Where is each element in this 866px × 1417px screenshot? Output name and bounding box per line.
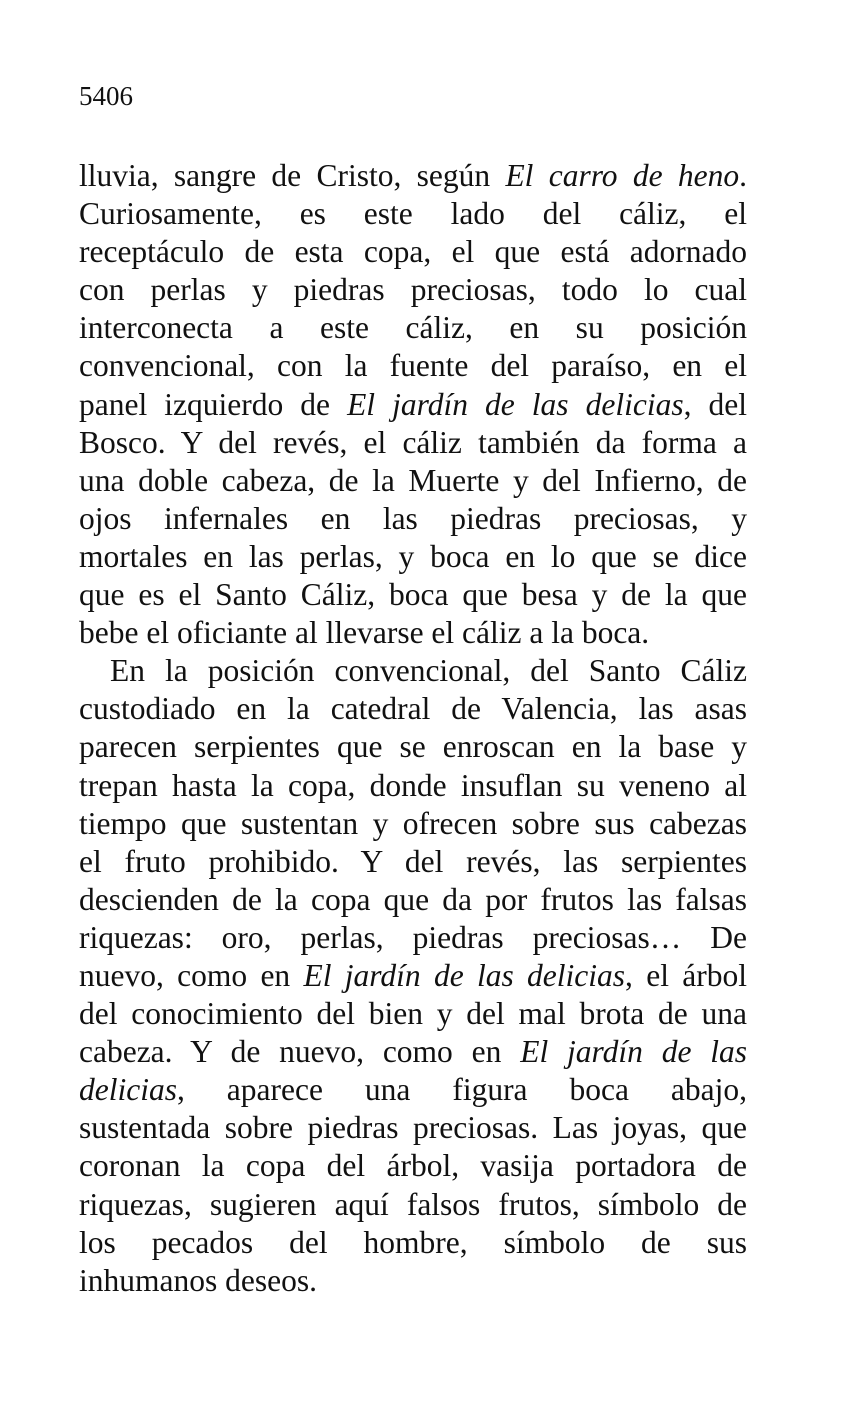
- text-line: [79, 805, 747, 843]
- text-line: [79, 767, 747, 805]
- text-run: panel izquierdo de: [79, 386, 348, 422]
- text-run: con perlas y piedras preciosas, todo lo cual: [79, 272, 747, 308]
- text-run: , el árbol: [625, 957, 747, 993]
- italic-title: delicias: [79, 1072, 177, 1108]
- body-text: [79, 157, 747, 1300]
- text-line: [79, 233, 747, 271]
- text-run: custodiado en la catedral de Valencia, las asas: [79, 691, 747, 727]
- text-line: [79, 538, 747, 576]
- text-line: [79, 843, 747, 881]
- text-run: bebe el oficiante al llevarse el cáliz a la boca.: [79, 615, 650, 651]
- paragraph-2: [79, 652, 747, 1300]
- text-line: [79, 1071, 747, 1109]
- text-run: riquezas, sugieren aquí falsos frutos, símbolo de: [79, 1186, 747, 1222]
- text-line: [79, 271, 747, 309]
- text-run: Curiosamente, es este lado del cáliz, el: [79, 196, 747, 232]
- text-run: inhumanos deseos.: [79, 1262, 317, 1298]
- text-line: [79, 500, 747, 538]
- page-number: 5406: [79, 81, 133, 111]
- paragraph-1: [79, 157, 747, 652]
- italic-title: El jardín de las delicias: [347, 386, 684, 422]
- text-run: riquezas: oro, perlas, piedras preciosas… De: [79, 919, 747, 955]
- text-run: .: [739, 158, 747, 193]
- text-run: lluvia, sangre de Cristo, según: [79, 158, 506, 193]
- text-line: [79, 1109, 747, 1147]
- text-line: [79, 881, 747, 919]
- text-line: [79, 1147, 747, 1185]
- text-line: [79, 919, 747, 957]
- text-line: [79, 157, 747, 195]
- text-run: parecen serpientes que se enroscan en la base y: [79, 729, 747, 765]
- text-run: los pecados del hombre, símbolo de sus: [79, 1224, 747, 1260]
- text-line: [79, 652, 747, 690]
- text-line: [79, 1262, 747, 1300]
- italic-title: El jardín de las: [520, 1034, 748, 1070]
- text-run: nuevo, como en: [79, 957, 304, 993]
- text-run: interconecta a este cáliz, en su posición: [79, 310, 747, 346]
- italic-title: El jardín de las delicias: [303, 957, 626, 993]
- text-run: mortales en las perlas, y boca en lo que se dice: [79, 538, 747, 574]
- text-run: el fruto prohibido. Y del revés, las serpientes: [79, 843, 747, 879]
- text-run: del conocimiento del bien y del mal brota de una: [79, 996, 747, 1032]
- italic-title: El carro de heno: [505, 158, 740, 193]
- text-line: [79, 728, 747, 766]
- text-run: convencional, con la fuente del paraíso, en el: [79, 348, 747, 384]
- text-run: descienden de la copa que da por frutos las falsas: [79, 881, 747, 917]
- text-run: tiempo que sustentan y ofrecen sobre sus cabezas: [79, 805, 747, 841]
- text-run: En la posición convencional, del Santo Cáliz: [110, 653, 747, 689]
- text-line: [79, 1033, 747, 1071]
- text-run: cabeza. Y de nuevo, como en: [79, 1034, 521, 1070]
- text-run: que es el Santo Cáliz, boca que besa y de la que: [79, 577, 747, 613]
- text-run: receptáculo de esta copa, el que está adornado: [79, 234, 747, 270]
- text-line: [79, 957, 747, 995]
- text-line: [79, 424, 747, 462]
- text-line: [79, 1224, 747, 1262]
- text-line: [79, 195, 747, 233]
- text-line: [79, 462, 747, 500]
- text-run: , del: [683, 386, 747, 422]
- text-line: [79, 614, 747, 652]
- text-line: [79, 347, 747, 385]
- text-line: [79, 690, 747, 728]
- text-line: [79, 309, 747, 347]
- text-line: [79, 386, 747, 424]
- text-line: [79, 576, 747, 614]
- text-run: ojos infernales en las piedras preciosas, y: [79, 500, 747, 536]
- text-run: una doble cabeza, de la Muerte y del Infierno, de: [79, 462, 747, 498]
- text-run: Bosco. Y del revés, el cáliz también da forma a: [79, 424, 747, 460]
- text-run: sustentada sobre piedras preciosas. Las joyas, que: [79, 1110, 747, 1146]
- text-run: , aparece una figura boca abajo,: [176, 1072, 747, 1108]
- text-line: [79, 995, 747, 1033]
- text-run: trepan hasta la copa, donde insuflan su veneno al: [79, 767, 747, 803]
- text-line: [79, 1186, 747, 1224]
- text-run: coronan la copa del árbol, vasija portadora de: [79, 1148, 747, 1184]
